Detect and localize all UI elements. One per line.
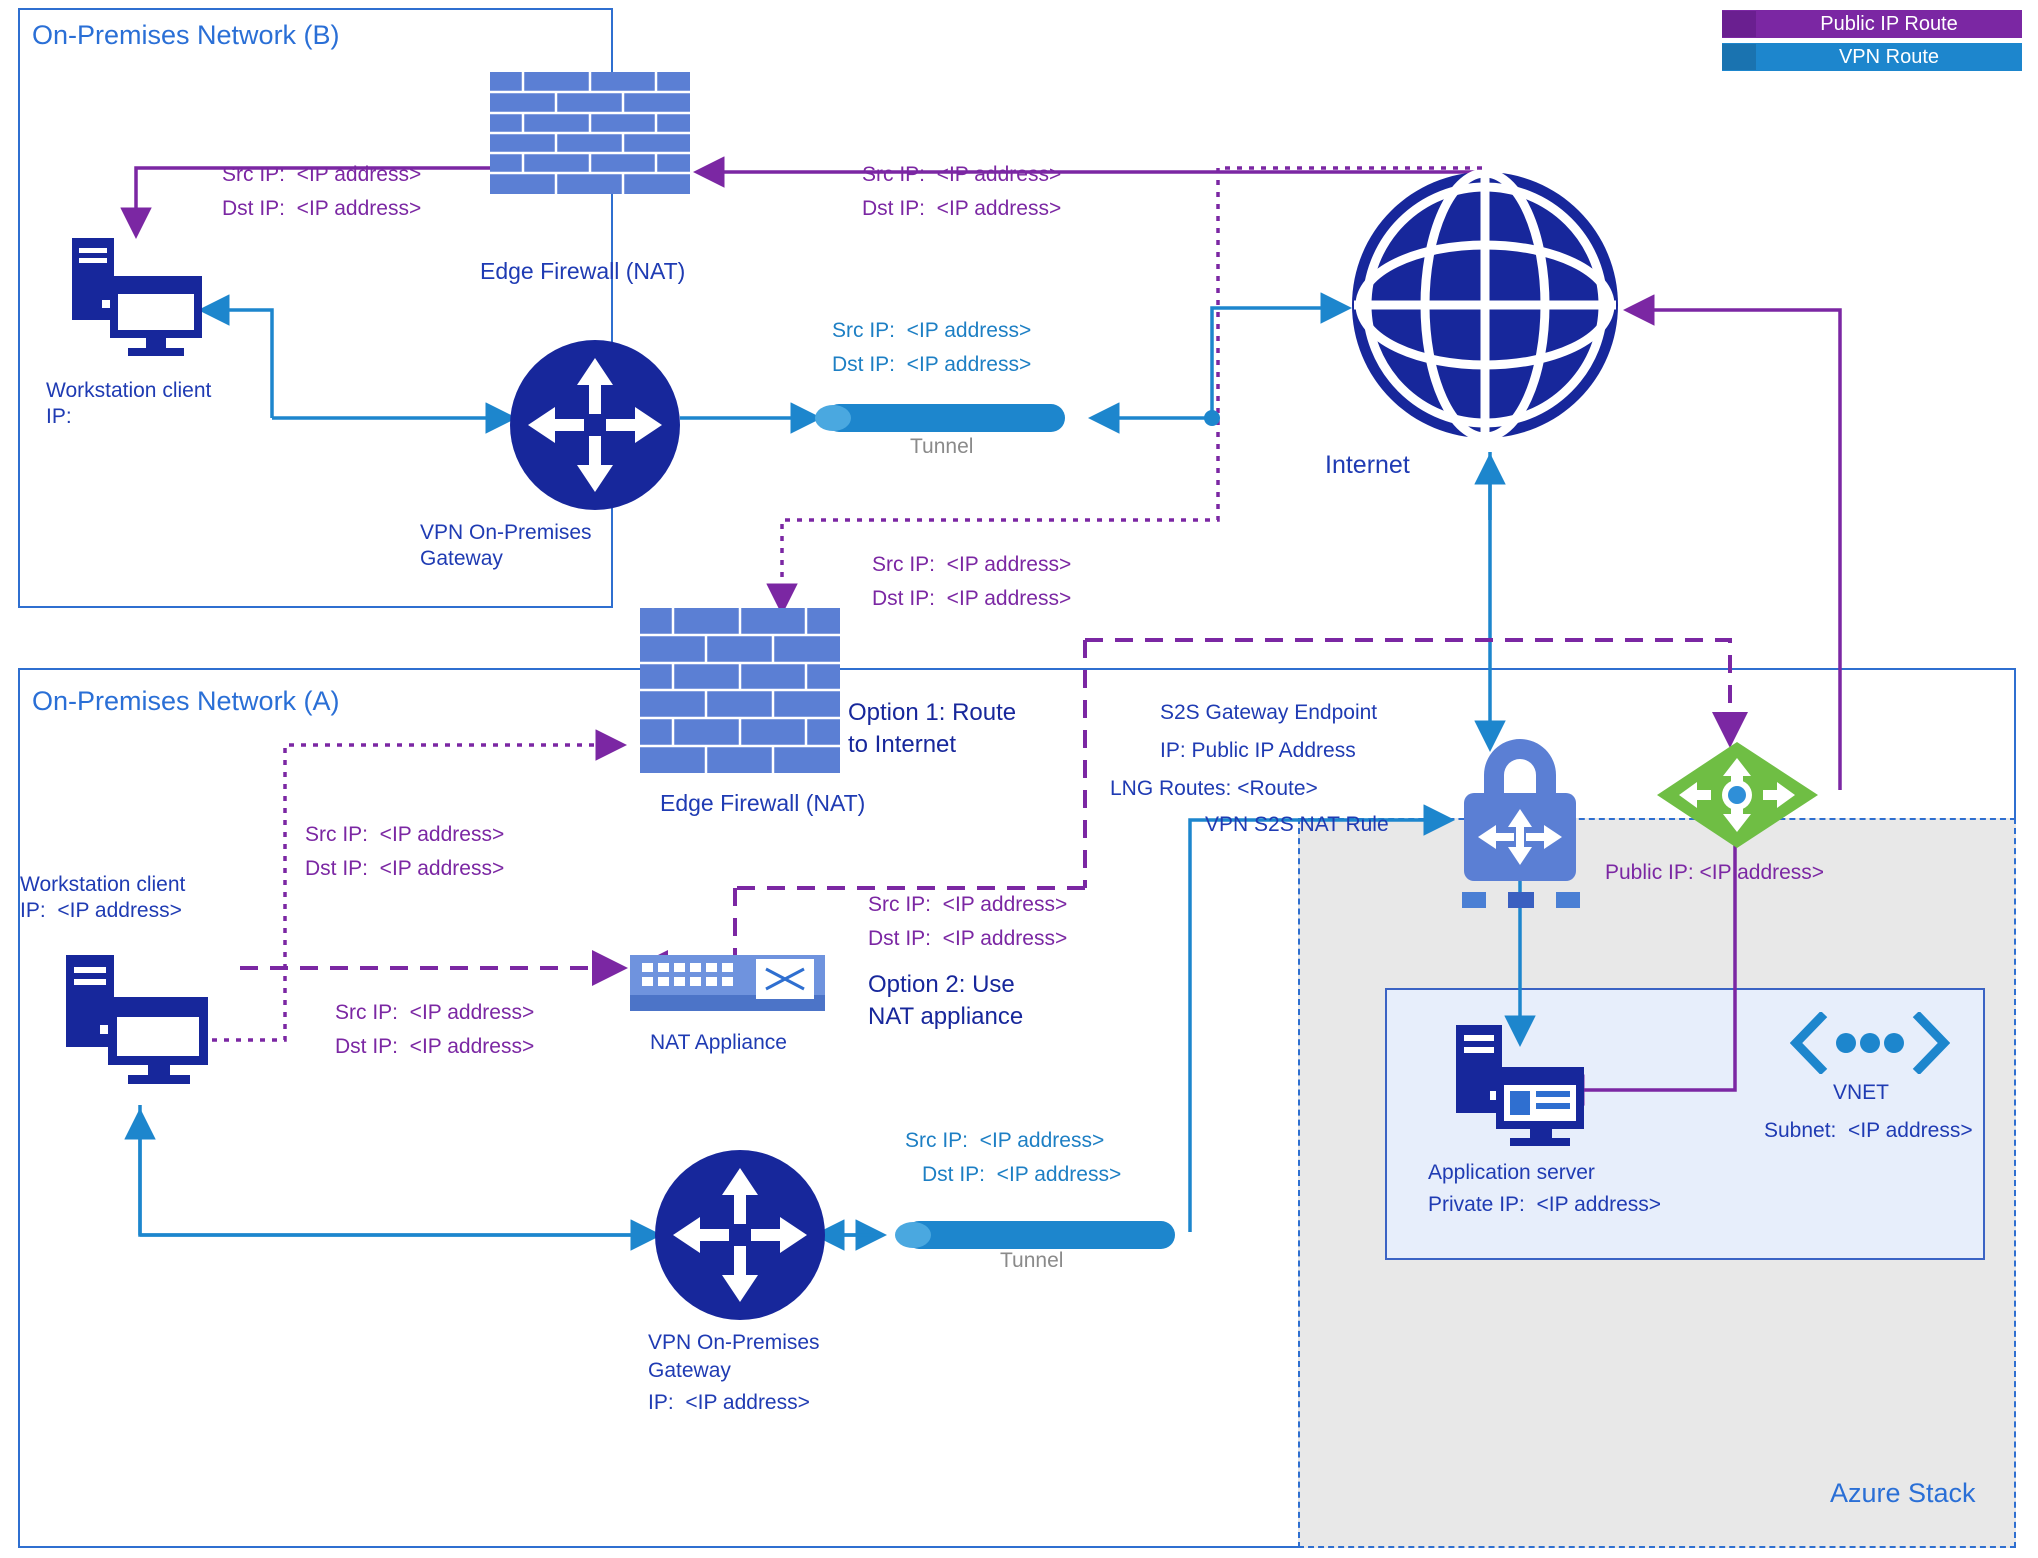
vpn-onprem-gateway-a-label-2: Gateway <box>648 1359 731 1382</box>
onprem-network-b-title: On-Premises Network (B) <box>32 20 340 50</box>
vpn-onprem-gateway-a-icon <box>655 1150 825 1320</box>
legend-label-public-ip: Public IP Route <box>1820 13 1958 35</box>
s2s-gateway-label-2: IP: Public IP Address <box>1160 739 1356 762</box>
workstation-client-a-icon <box>58 955 213 1085</box>
edge-firewall-b-label: Edge Firewall (NAT) <box>480 258 686 284</box>
s2s-gateway-label-1: S2S Gateway Endpoint <box>1160 701 1378 724</box>
legend-item-public-ip-route <box>1722 10 2022 38</box>
edge-firewall-b-icon <box>490 72 690 194</box>
tunnel-b-icon <box>805 398 1085 438</box>
annotation-a-left-lower-dst: Dst IP: <IP address> <box>335 1035 535 1058</box>
vpn-onprem-gateway-a-label-1: VPN On-Premises <box>648 1331 820 1354</box>
edge-firewall-a-label: Edge Firewall (NAT) <box>660 790 866 816</box>
annotation-a-mid-dst: Dst IP: <IP address> <box>872 587 1072 610</box>
edge-firewall-a-icon <box>640 608 840 773</box>
annotation-a-nat-dst: Dst IP: <IP address> <box>868 927 1068 950</box>
vpn-onprem-gateway-a-label-3: IP: <IP address> <box>648 1391 810 1414</box>
tunnel-b-label: Tunnel <box>910 435 974 458</box>
public-ip-label: Public IP: <IP address> <box>1605 861 1825 884</box>
workstation-client-b-icon <box>66 238 206 358</box>
application-server-icon <box>1450 1025 1590 1150</box>
annotation-b-tunnel-dst: Dst IP: <IP address> <box>832 353 1032 376</box>
option1-label-2: to Internet <box>848 731 957 758</box>
onprem-network-a-title: On-Premises Network (A) <box>32 686 340 716</box>
vnet-label-2: Subnet: <IP address> <box>1764 1119 1973 1142</box>
azure-stack-title: Azure Stack <box>1830 1478 1976 1508</box>
legend-item-vpn-route <box>1722 43 2022 71</box>
vpn-onprem-gateway-b-label-1: VPN On-Premises <box>420 521 592 544</box>
annotation-a-tunnel-src: Src IP: <IP address> <box>905 1129 1105 1152</box>
legend-swatch-vpn <box>1722 44 1756 70</box>
s2s-gateway-icon <box>1448 735 1593 883</box>
vnet-icon <box>1790 1012 1950 1074</box>
annotation-a-nat-src: Src IP: <IP address> <box>868 893 1068 916</box>
workstation-client-b-label-2: IP: <box>46 405 72 428</box>
legend-label-vpn: VPN Route <box>1838 46 1940 68</box>
s2s-gateway-label-3: LNG Routes: <Route> <box>1110 777 1318 800</box>
application-server-label-2: Private IP: <IP address> <box>1428 1193 1662 1216</box>
annotation-b-fw-right-src: Src IP: <IP address> <box>862 163 1062 186</box>
annotation-a-tunnel-dst: Dst IP: <IP address> <box>922 1163 1122 1186</box>
annotation-a-mid-src: Src IP: <IP address> <box>872 553 1072 576</box>
annotation-a-left-lower-src: Src IP: <IP address> <box>335 1001 535 1024</box>
option2-label-1: Option 2: Use <box>868 971 1015 998</box>
internet-icon <box>1350 170 1620 440</box>
tunnel-a-label: Tunnel <box>1000 1249 1064 1272</box>
public-ip-icon <box>1655 740 1820 850</box>
vpn-onprem-gateway-b-label-2: Gateway <box>420 547 503 570</box>
application-server-label-1: Application server <box>1428 1161 1595 1184</box>
s2s-gateway-label-4: VPN S2S NAT Rule <box>1205 813 1389 836</box>
vpn-onprem-gateway-b-icon <box>510 340 680 510</box>
legend-swatch-public-ip <box>1722 11 1756 37</box>
option1-label-1: Option 1: Route <box>848 699 1017 726</box>
legend <box>1722 10 2022 76</box>
annotation-b-tunnel-src: Src IP: <IP address> <box>832 319 1032 342</box>
option2-label-2: NAT appliance <box>868 1003 1024 1030</box>
nat-appliance-label: NAT Appliance <box>650 1031 787 1054</box>
annotation-b-fw-left-src: Src IP: <IP address> <box>222 163 422 186</box>
vnet-label-1: VNET <box>1833 1081 1890 1104</box>
workstation-client-b-label-1: Workstation client <box>46 379 212 402</box>
annotation-a-left-upper-src: Src IP: <IP address> <box>305 823 505 846</box>
annotation-b-fw-right-dst: Dst IP: <IP address> <box>862 197 1062 220</box>
workstation-client-a-label-2: IP: <IP address> <box>20 899 182 922</box>
internet-label: Internet <box>1325 451 1410 479</box>
nat-appliance-icon <box>630 945 825 1020</box>
annotation-a-left-upper-dst: Dst IP: <IP address> <box>305 857 505 880</box>
workstation-client-a-label-1: Workstation client <box>20 873 186 896</box>
annotation-b-fw-left-dst: Dst IP: <IP address> <box>222 197 422 220</box>
